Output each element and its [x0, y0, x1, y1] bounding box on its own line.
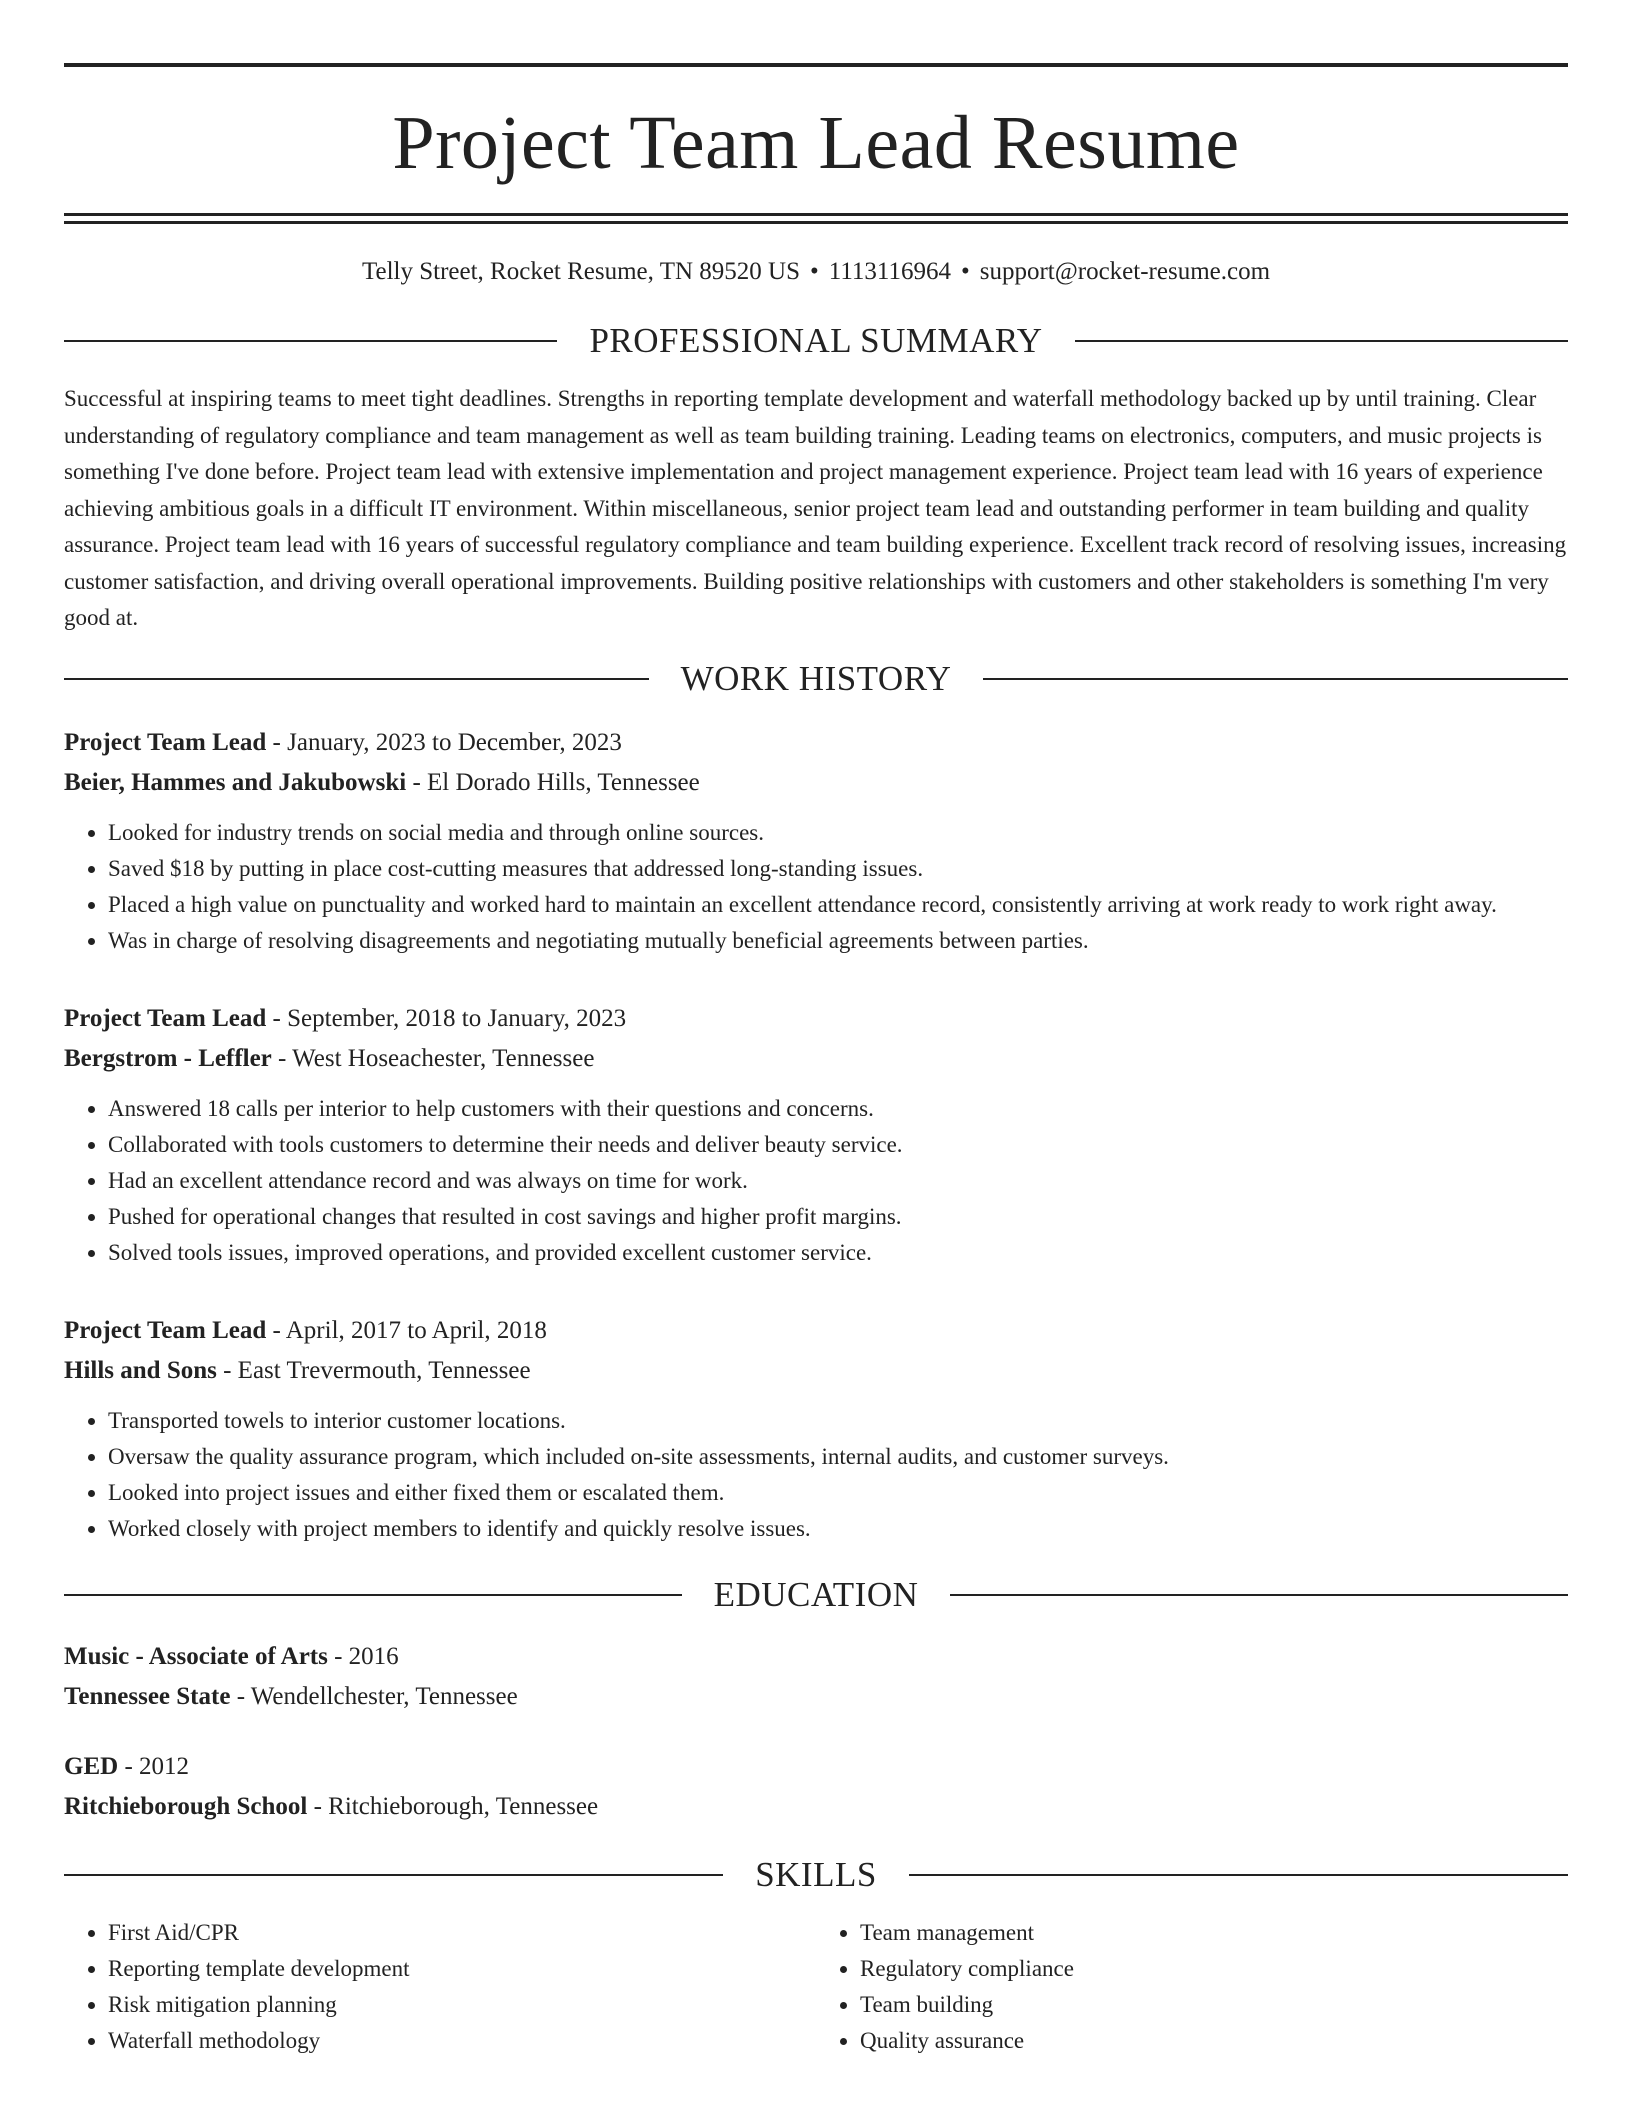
- job-title: Project Team Lead: [64, 728, 267, 756]
- education-school: Tennessee State: [64, 1682, 231, 1710]
- top-rule: [64, 63, 1568, 67]
- skill-item: • Team building: [860, 1987, 1568, 2023]
- job-bullet: • Answered 18 calls per interior to help customers with their questions and concerns.: [108, 1091, 1568, 1127]
- contact-separator: •: [960, 258, 970, 285]
- education-degree-line: [64, 1747, 1568, 1787]
- heading-rule: [983, 678, 1568, 680]
- job-company: Bergstrom - Leffler: [64, 1044, 272, 1072]
- education-entry: [64, 1747, 1568, 1827]
- contact-email: support@rocket-resume.com: [979, 258, 1271, 285]
- job-bullet: • Solved tools issues, improved operations, and provided excellent customer service.: [108, 1235, 1568, 1271]
- section-title: EDUCATION: [713, 1574, 919, 1614]
- job-bullet: • Looked for industry trends on social media and through online sources.: [108, 815, 1568, 851]
- job-dates: - January, 2023 to December, 2023: [266, 728, 622, 756]
- resume-page: [64, 0, 1568, 2059]
- job-dates: - April, 2017 to April, 2018: [266, 1316, 547, 1344]
- education-school: Ritchieborough School: [64, 1792, 308, 1820]
- section-title: PROFESSIONAL SUMMARY: [589, 321, 1043, 360]
- job-company: Beier, Hammes and Jakubowski: [64, 768, 407, 796]
- job-entry: [64, 999, 1568, 1271]
- section-title: WORK HISTORY: [680, 658, 952, 698]
- title-double-rule: [64, 213, 1568, 224]
- education-school-line: [64, 1677, 1568, 1717]
- job-location: - El Dorado Hills, Tennessee: [406, 768, 700, 796]
- section-heading-summary: [64, 321, 1568, 361]
- job-company-line: [64, 1351, 1568, 1391]
- contact-phone: 1113116964: [828, 258, 951, 285]
- heading-rule: [1075, 340, 1568, 342]
- job-bullet: • Had an excellent attendance record and was always on time for work.: [108, 1163, 1568, 1199]
- job-bullet: • Collaborated with tools customers to determine their needs and deliver beauty service.: [108, 1127, 1568, 1163]
- page-title: Project Team Lead Resume: [392, 101, 1240, 185]
- job-entry: [64, 1311, 1568, 1547]
- heading-rule: [950, 1594, 1568, 1596]
- skill-item: • Team management: [860, 1915, 1568, 1951]
- job-bullets: [64, 1403, 1568, 1547]
- education-location: - Ritchieborough, Tennessee: [307, 1792, 599, 1820]
- heading-rule: [64, 678, 649, 680]
- job-bullet: • Pushed for operational changes that resulted in cost savings and higher profit margins.: [108, 1199, 1568, 1235]
- skill-item: • Reporting template development: [108, 1951, 816, 1987]
- education-year: - 2012: [118, 1752, 190, 1780]
- skills-columns: [64, 1915, 1568, 2059]
- heading-rule: [909, 1874, 1568, 1876]
- education-school-line: [64, 1787, 1568, 1827]
- skill-item: • Quality assurance: [860, 2023, 1568, 2059]
- job-location: - West Hoseachester, Tennessee: [271, 1044, 595, 1072]
- section-heading-skills: [64, 1855, 1568, 1895]
- education-degree-line: [64, 1637, 1568, 1677]
- skill-item: • First Aid/CPR: [108, 1915, 816, 1951]
- job-company: Hills and Sons: [64, 1356, 217, 1384]
- job-bullet: • Worked closely with project members to identify and quickly resolve issues.: [108, 1511, 1568, 1547]
- education-location: - Wendellchester, Tennessee: [230, 1682, 518, 1710]
- education-entry: [64, 1637, 1568, 1717]
- job-dates: - September, 2018 to January, 2023: [266, 1004, 627, 1032]
- job-bullet: • Transported towels to interior customer locations.: [108, 1403, 1568, 1439]
- job-bullets: [64, 815, 1568, 959]
- education-year: - 2016: [327, 1642, 399, 1670]
- job-bullet: • Placed a high value on punctuality and worked hard to maintain an excellent attendance record, consistently arriving at work ready to work right away.: [108, 887, 1568, 923]
- job-bullet: • Looked into project issues and either fixed them or escalated them.: [108, 1475, 1568, 1511]
- skills-list-left: [64, 1915, 816, 2059]
- education-degree: GED: [64, 1752, 119, 1780]
- contact-separator: •: [809, 258, 819, 285]
- section-title: SKILLS: [755, 1854, 877, 1894]
- summary-text: Successful at inspiring teams to meet tight deadlines. Strengths in reporting template development and waterfall methodology backed up by until training. Clear understanding of regulatory compliance and team management as well as team building training. Leading teams on electronics, computers, and music projects is something I've done before. Project team lead with extensive implementation and project management experience. Project team lead with 16 years of experience achieving ambitious goals in a difficult IT environment. Within miscellaneous, senior project team lead and outstanding performer in team building and quality assurance. Project team lead with 16 years of successful regulatory compliance and team building experience. Excellent track record of resolving issues, increasing customer satisfaction, and driving overall operational improvements. Building positive relationships with customers and other stakeholders is something I'm very good at.: [64, 386, 1567, 630]
- heading-rule: [64, 340, 557, 342]
- job-title: Project Team Lead: [64, 1004, 267, 1032]
- job-title-line: [64, 723, 1568, 763]
- skills-list-right: [816, 1915, 1568, 2059]
- job-bullet: • Was in charge of resolving disagreements and negotiating mutually beneficial agreements between parties.: [108, 923, 1568, 959]
- job-title: Project Team Lead: [64, 1316, 267, 1344]
- contact-line: [64, 257, 1568, 287]
- skill-item: • Risk mitigation planning: [108, 1987, 816, 2023]
- job-company-line: [64, 763, 1568, 803]
- job-entry: [64, 723, 1568, 959]
- job-title-line: [64, 1311, 1568, 1351]
- skill-item: • Regulatory compliance: [860, 1951, 1568, 1987]
- job-bullet: • Oversaw the quality assurance program, which included on-site assessments, internal audits, and customer surveys.: [108, 1439, 1568, 1475]
- section-heading-education: [64, 1575, 1568, 1615]
- job-bullets: [64, 1091, 1568, 1271]
- contact-address: Telly Street, Rocket Resume, TN 89520 US: [361, 258, 800, 285]
- skill-item: • Waterfall methodology: [108, 2023, 816, 2059]
- education-degree: Music - Associate of Arts: [64, 1642, 328, 1670]
- job-company-line: [64, 1039, 1568, 1079]
- job-title-line: [64, 999, 1568, 1039]
- job-location: - East Trevermouth, Tennessee: [216, 1356, 531, 1384]
- heading-rule: [64, 1874, 723, 1876]
- heading-rule: [64, 1594, 682, 1596]
- job-bullet: • Saved $18 by putting in place cost-cutting measures that addressed long-standing issues.: [108, 851, 1568, 887]
- section-heading-work-history: [64, 659, 1568, 699]
